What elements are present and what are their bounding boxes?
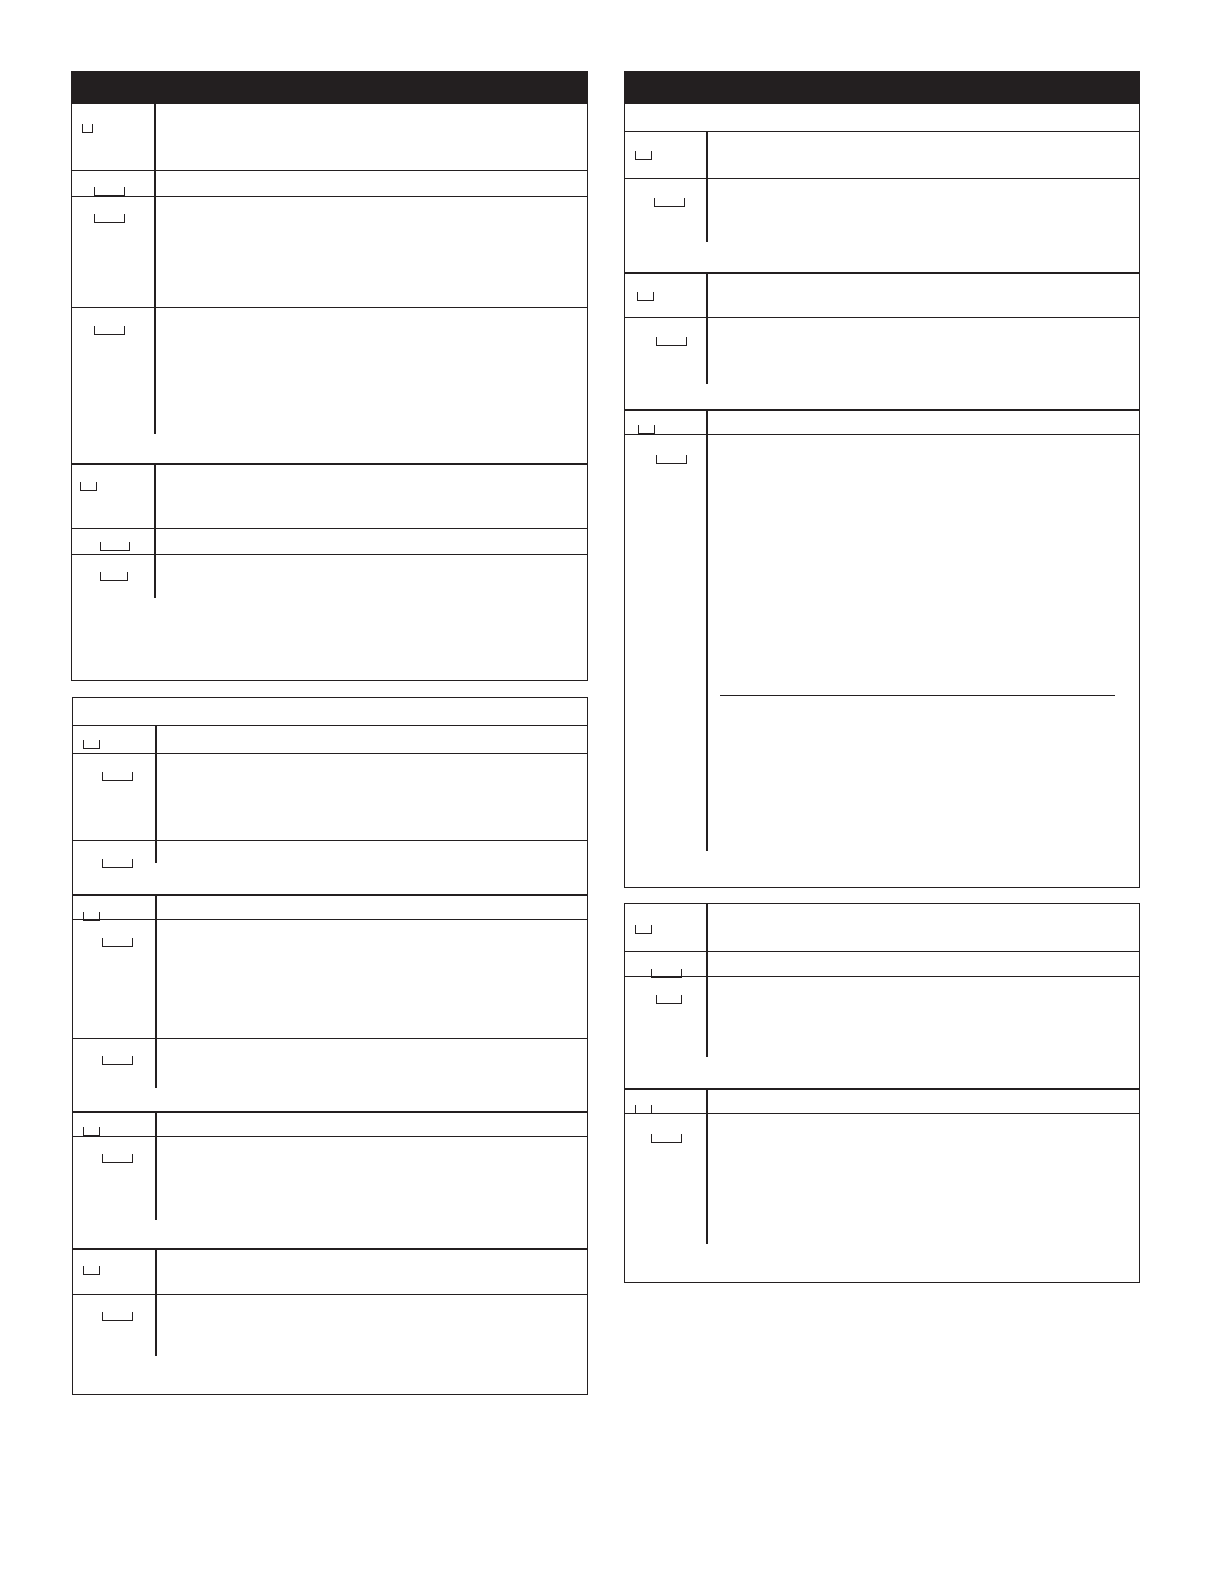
answer-box — [102, 772, 133, 781]
answer-box — [635, 151, 652, 160]
column-divider — [154, 104, 156, 434]
column-divider — [706, 132, 708, 242]
row-separator — [72, 196, 587, 197]
answer-box — [638, 425, 655, 434]
answer-box — [635, 1105, 652, 1114]
answer-box — [102, 859, 133, 868]
panel-header-bar — [71, 71, 588, 104]
answer-box — [651, 1134, 682, 1143]
row-separator — [73, 1038, 587, 1039]
answer-box — [94, 187, 125, 196]
column-divider — [154, 464, 156, 598]
column-divider — [155, 896, 157, 1088]
answer-box — [637, 292, 654, 301]
section-separator — [73, 1248, 587, 1250]
answer-box — [654, 198, 685, 207]
column-divider — [706, 274, 708, 384]
section-separator — [625, 409, 1139, 411]
row-separator — [625, 976, 1139, 977]
row-separator — [73, 1136, 587, 1137]
row-separator — [72, 170, 587, 171]
section-separator — [73, 894, 587, 896]
row-separator — [72, 307, 587, 308]
inner-rule — [720, 695, 1115, 696]
answer-box — [102, 1056, 133, 1065]
row-separator — [73, 725, 587, 726]
row-separator — [73, 919, 587, 920]
panel-top-right — [624, 71, 1140, 888]
answer-box — [651, 969, 682, 978]
row-separator — [625, 434, 1139, 435]
row-separator — [73, 753, 587, 754]
answer-box — [83, 912, 100, 921]
answer-box — [83, 1127, 100, 1136]
section-separator — [73, 1111, 587, 1113]
row-separator — [625, 951, 1139, 952]
row-separator — [73, 840, 587, 841]
answer-box — [635, 925, 652, 934]
answer-box — [83, 1266, 100, 1275]
answer-box — [102, 938, 133, 947]
row-separator — [73, 1294, 587, 1295]
answer-box — [102, 1154, 133, 1163]
answer-box — [94, 214, 125, 223]
answer-box — [83, 740, 100, 749]
row-separator — [625, 178, 1139, 179]
section-separator — [625, 272, 1139, 274]
column-divider — [706, 904, 708, 1057]
panel-bottom-left — [72, 697, 588, 1395]
row-separator — [72, 554, 587, 555]
answer-box — [656, 455, 687, 464]
panel-bottom-right — [624, 903, 1140, 1283]
row-separator — [625, 131, 1139, 132]
row-separator — [625, 317, 1139, 318]
answer-box — [80, 482, 97, 491]
panel-top-left — [71, 71, 588, 681]
row-separator — [72, 528, 587, 529]
answer-box — [82, 124, 93, 133]
answer-box — [94, 326, 125, 335]
column-divider — [155, 726, 157, 863]
answer-box — [100, 542, 130, 551]
answer-box — [102, 1312, 133, 1321]
column-divider — [155, 1112, 157, 1220]
panel-header-bar — [624, 71, 1140, 104]
section-separator — [72, 463, 587, 465]
column-divider — [706, 411, 708, 851]
answer-box — [656, 337, 687, 346]
answer-box — [100, 572, 128, 581]
section-separator — [625, 1088, 1139, 1090]
row-separator — [625, 1113, 1139, 1114]
answer-box — [656, 995, 682, 1004]
column-divider — [155, 1250, 157, 1356]
